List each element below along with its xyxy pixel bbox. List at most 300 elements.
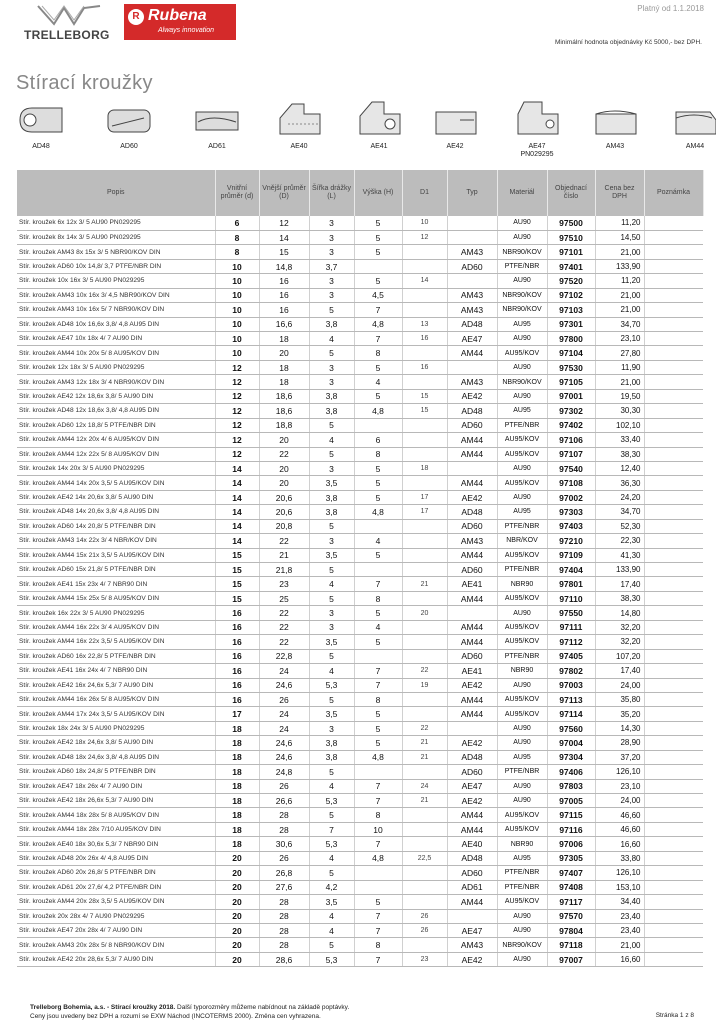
table-cell bbox=[644, 923, 703, 937]
table-cell: 5 bbox=[309, 346, 354, 360]
table-cell: 3 bbox=[309, 216, 354, 230]
table-cell bbox=[644, 750, 703, 764]
table-cell: 7 bbox=[354, 678, 402, 692]
table-cell: 22 bbox=[402, 721, 447, 735]
table-cell: AM44 bbox=[447, 808, 497, 822]
table-cell: 8 bbox=[354, 447, 402, 461]
table-cell: 18,8 bbox=[259, 418, 309, 432]
table-cell: 24,6 bbox=[259, 678, 309, 692]
table-cell: 26 bbox=[259, 692, 309, 706]
column-header: Cena bez DPH bbox=[595, 170, 644, 216]
table-cell bbox=[644, 635, 703, 649]
table-cell: 5 bbox=[309, 418, 354, 432]
table-cell: AU95/KOV bbox=[497, 548, 547, 562]
table-cell: Stír. kroužek AD61 20x 27,6/ 4,2 PTFE/NBR DIN bbox=[17, 880, 215, 894]
table-cell: 4 bbox=[309, 332, 354, 346]
table-cell: 21 bbox=[402, 736, 447, 750]
table-cell: 10 bbox=[215, 332, 259, 346]
table-cell bbox=[402, 938, 447, 952]
table-cell: 97210 bbox=[547, 534, 595, 548]
table-cell: 24 bbox=[259, 721, 309, 735]
table-cell: 5 bbox=[309, 447, 354, 461]
table-row bbox=[17, 606, 703, 620]
table-cell: AM44 bbox=[447, 620, 497, 634]
table-cell bbox=[402, 765, 447, 779]
table-cell bbox=[644, 259, 703, 273]
table-cell: 20 bbox=[215, 895, 259, 909]
table-cell: 52,30 bbox=[595, 519, 644, 533]
table-cell: 28,90 bbox=[595, 736, 644, 750]
table-cell: 10 bbox=[215, 317, 259, 331]
table-cell: 5 bbox=[309, 303, 354, 317]
profile-item bbox=[16, 100, 76, 162]
table-row bbox=[17, 418, 703, 432]
table-cell bbox=[402, 534, 447, 548]
table-cell: 8 bbox=[354, 346, 402, 360]
table-cell: 16 bbox=[215, 649, 259, 663]
table-row bbox=[17, 721, 703, 735]
table-cell: 3,8 bbox=[309, 505, 354, 519]
table-cell: 8 bbox=[215, 245, 259, 259]
table-cell: 4 bbox=[309, 851, 354, 865]
table-cell: 26 bbox=[402, 909, 447, 923]
table-cell: 38,30 bbox=[595, 447, 644, 461]
table-cell: 97002 bbox=[547, 490, 595, 504]
table-cell: 3 bbox=[309, 230, 354, 244]
table-cell: 22 bbox=[259, 620, 309, 634]
table-cell: 5 bbox=[354, 707, 402, 721]
profile-item bbox=[670, 100, 716, 162]
table-cell bbox=[354, 563, 402, 577]
table-cell: 97500 bbox=[547, 216, 595, 230]
table-cell: 33,80 bbox=[595, 851, 644, 865]
table-cell: 3 bbox=[309, 606, 354, 620]
table-cell: 97004 bbox=[547, 736, 595, 750]
profile-label: AD61 bbox=[208, 143, 226, 150]
table-cell: 4 bbox=[354, 375, 402, 389]
table-cell: AD48 bbox=[447, 750, 497, 764]
table-cell bbox=[644, 505, 703, 519]
table-cell: 26 bbox=[402, 923, 447, 937]
table-cell bbox=[402, 375, 447, 389]
table-cell: AM43 bbox=[447, 375, 497, 389]
table-cell bbox=[402, 288, 447, 302]
table-row bbox=[17, 952, 703, 966]
table-cell: 21,00 bbox=[595, 938, 644, 952]
table-cell bbox=[447, 461, 497, 475]
table-row bbox=[17, 692, 703, 706]
profile-cross-section-icon bbox=[16, 100, 66, 140]
table-cell: 12 bbox=[402, 230, 447, 244]
column-header: Objednací číslo bbox=[547, 170, 595, 216]
table-cell: 4 bbox=[309, 664, 354, 678]
table-cell: 20 bbox=[259, 461, 309, 475]
trelleborg-mark-icon bbox=[34, 4, 104, 26]
table-cell: 16 bbox=[259, 303, 309, 317]
table-cell bbox=[402, 563, 447, 577]
table-cell: 5 bbox=[354, 216, 402, 230]
table-row bbox=[17, 303, 703, 317]
table-row bbox=[17, 794, 703, 808]
table-cell: Stír. kroužek AM44 14x 20x 3,5/ 5 AU95/KOV DIN bbox=[17, 476, 215, 490]
table-cell: AU95/KOV bbox=[497, 591, 547, 605]
table-cell: PTFE/NBR bbox=[497, 649, 547, 663]
table-cell: AU90 bbox=[497, 216, 547, 230]
table-cell: 4,8 bbox=[354, 750, 402, 764]
table-cell: AU90 bbox=[497, 779, 547, 793]
table-cell: 5 bbox=[354, 548, 402, 562]
trelleborg-wordmark: TRELLEBORG bbox=[24, 28, 110, 42]
table-cell: PTFE/NBR bbox=[497, 418, 547, 432]
table-cell: AU95 bbox=[497, 750, 547, 764]
table-cell: 20 bbox=[215, 923, 259, 937]
table-cell bbox=[644, 707, 703, 721]
table-row bbox=[17, 360, 703, 374]
table-cell: AU90 bbox=[497, 274, 547, 288]
table-cell bbox=[644, 577, 703, 591]
table-cell: Stír. kroužek AM44 17x 24x 3,5/ 5 AU95/KOV DIN bbox=[17, 707, 215, 721]
table-row bbox=[17, 317, 703, 331]
table-cell: AU95/KOV bbox=[497, 895, 547, 909]
table-cell bbox=[447, 274, 497, 288]
table-cell: 24 bbox=[402, 779, 447, 793]
column-header: D1 bbox=[402, 170, 447, 216]
table-cell: Stír. kroužek AD60 14x 20,8/ 5 PTFE/NBR DIN bbox=[17, 519, 215, 533]
profile-item bbox=[512, 100, 572, 162]
min-order-note: Minimální hodnota objednávky Kč 5000,- bez DPH. bbox=[554, 39, 702, 46]
table-row bbox=[17, 332, 703, 346]
column-header: Typ bbox=[447, 170, 497, 216]
table-cell: 4 bbox=[354, 620, 402, 634]
table-cell: 14 bbox=[259, 230, 309, 244]
table-cell: 97116 bbox=[547, 822, 595, 836]
table-cell: 10 bbox=[354, 822, 402, 836]
table-cell: AM44 bbox=[447, 476, 497, 490]
table-cell: 4 bbox=[309, 433, 354, 447]
table-cell: 3 bbox=[309, 288, 354, 302]
profile-label: AM43 bbox=[605, 143, 625, 150]
rubena-logo bbox=[124, 4, 236, 40]
table-cell bbox=[644, 563, 703, 577]
table-cell: Stír. kroužek 12x 18x 3/ 5 AU90 PN029295 bbox=[17, 360, 215, 374]
table-cell: 15 bbox=[215, 563, 259, 577]
table-cell: 4,2 bbox=[309, 880, 354, 894]
table-cell: 24,6 bbox=[259, 736, 309, 750]
table-cell: 8 bbox=[354, 692, 402, 706]
table-cell: 20 bbox=[259, 346, 309, 360]
table-cell: 3,8 bbox=[309, 317, 354, 331]
table-cell: 18 bbox=[215, 808, 259, 822]
profile-item bbox=[590, 100, 650, 162]
table-cell: 14 bbox=[215, 519, 259, 533]
table-cell: 7 bbox=[354, 577, 402, 591]
table-cell: 3 bbox=[309, 721, 354, 735]
table-cell: 97115 bbox=[547, 808, 595, 822]
table-row bbox=[17, 664, 703, 678]
table-cell: 3 bbox=[309, 461, 354, 475]
table-cell: 5 bbox=[354, 606, 402, 620]
table-cell: 15 bbox=[215, 548, 259, 562]
table-cell bbox=[402, 346, 447, 360]
table-cell: 16 bbox=[215, 606, 259, 620]
table-cell: 18 bbox=[215, 837, 259, 851]
table-cell: 15 bbox=[402, 404, 447, 418]
table-cell: 24 bbox=[259, 707, 309, 721]
table-cell: NBR90 bbox=[497, 577, 547, 591]
table-cell: NBR90/KOV bbox=[497, 303, 547, 317]
table-cell: Stír. kroužek AD60 12x 18,8/ 5 PTFE/NBR DIN bbox=[17, 418, 215, 432]
table-cell: 97560 bbox=[547, 721, 595, 735]
table-cell: 7 bbox=[354, 794, 402, 808]
table-cell: 17 bbox=[402, 505, 447, 519]
table-cell: 97406 bbox=[547, 765, 595, 779]
table-cell: Stír. kroužek AE42 18x 26,6x 5,3/ 7 AU90 DIN bbox=[17, 794, 215, 808]
table-cell: AU90 bbox=[497, 909, 547, 923]
table-cell: 21,00 bbox=[595, 245, 644, 259]
table-cell: 22,30 bbox=[595, 534, 644, 548]
table-cell: 10 bbox=[215, 259, 259, 273]
table-cell bbox=[644, 822, 703, 836]
column-header: Výška (H) bbox=[354, 170, 402, 216]
table-cell: AU90 bbox=[497, 952, 547, 966]
table-cell: 12 bbox=[215, 433, 259, 447]
table-cell bbox=[402, 548, 447, 562]
table-cell: 17,40 bbox=[595, 577, 644, 591]
table-cell: AU90 bbox=[497, 230, 547, 244]
table-cell: 20,6 bbox=[259, 505, 309, 519]
table-cell: 27,6 bbox=[259, 880, 309, 894]
profile-cross-section-icon bbox=[274, 100, 324, 140]
table-cell: Stír. kroužek AM44 16x 22x 3,5/ 5 AU95/KOV DIN bbox=[17, 635, 215, 649]
valid-from: Platný od 1.1.2018 bbox=[637, 4, 704, 13]
table-cell: 7 bbox=[354, 923, 402, 937]
table-cell: 22,5 bbox=[402, 851, 447, 865]
table-cell: 26,8 bbox=[259, 866, 309, 880]
table-cell bbox=[447, 216, 497, 230]
table-cell: 23 bbox=[402, 952, 447, 966]
table-cell: AU95/KOV bbox=[497, 346, 547, 360]
table-row bbox=[17, 447, 703, 461]
profile-cross-section-icon bbox=[430, 100, 480, 140]
table-cell bbox=[644, 375, 703, 389]
table-cell: 97304 bbox=[547, 750, 595, 764]
table-cell: 4 bbox=[354, 534, 402, 548]
table-cell: 5 bbox=[354, 274, 402, 288]
table-cell: 97408 bbox=[547, 880, 595, 894]
table-cell bbox=[644, 548, 703, 562]
table-cell: 14 bbox=[215, 505, 259, 519]
table-cell bbox=[402, 895, 447, 909]
table-cell: AM43 bbox=[447, 938, 497, 952]
table-cell: 20 bbox=[215, 909, 259, 923]
table-cell: Stír. kroužek AM43 20x 28x 5/ 8 NBR90/KOV DIN bbox=[17, 938, 215, 952]
table-cell: 23,10 bbox=[595, 779, 644, 793]
table-cell: 12 bbox=[215, 418, 259, 432]
table-cell: 10 bbox=[402, 216, 447, 230]
table-cell: 97407 bbox=[547, 866, 595, 880]
table-cell: 8 bbox=[354, 938, 402, 952]
table-cell: 5 bbox=[354, 476, 402, 490]
table-cell bbox=[402, 447, 447, 461]
table-cell bbox=[644, 230, 703, 244]
trelleborg-logo bbox=[24, 4, 120, 40]
table-cell: 5 bbox=[354, 389, 402, 403]
table-cell: PTFE/NBR bbox=[497, 259, 547, 273]
table-cell: AE40 bbox=[447, 837, 497, 851]
table-cell: 4,8 bbox=[354, 404, 402, 418]
table-cell: Stír. kroužek AM44 15x 25x 5/ 8 AU95/KOV DIN bbox=[17, 591, 215, 605]
table-cell: Stír. kroužek AM43 10x 16x 3/ 4,5 NBR90/KOV DIN bbox=[17, 288, 215, 302]
table-cell: 14 bbox=[215, 461, 259, 475]
table-cell: 26 bbox=[259, 851, 309, 865]
profile-cross-section-icon bbox=[192, 100, 242, 140]
table-cell: 36,30 bbox=[595, 476, 644, 490]
table-cell: 5,3 bbox=[309, 837, 354, 851]
table-cell bbox=[644, 620, 703, 634]
table-cell: AU90 bbox=[497, 606, 547, 620]
table-cell: 133,90 bbox=[595, 563, 644, 577]
table-cell: 18 bbox=[215, 750, 259, 764]
table-cell: AU90 bbox=[497, 461, 547, 475]
table-cell: Stír. kroužek AM44 12x 20x 4/ 6 AU95/KOV DIN bbox=[17, 433, 215, 447]
table-cell: Stír. kroužek AD60 10x 14,8/ 3,7 PTFE/NBR DIN bbox=[17, 259, 215, 273]
table-cell: AD60 bbox=[447, 563, 497, 577]
table-cell: Stír. kroužek AM44 16x 26x 5/ 8 AU95/KOV DIN bbox=[17, 692, 215, 706]
profile-cross-section-icon bbox=[354, 100, 404, 140]
table-cell: 3,8 bbox=[309, 490, 354, 504]
table-row bbox=[17, 866, 703, 880]
table-cell: 22,8 bbox=[259, 649, 309, 663]
table-cell: 97403 bbox=[547, 519, 595, 533]
table-cell: 5 bbox=[354, 461, 402, 475]
table-cell bbox=[402, 433, 447, 447]
table-row bbox=[17, 880, 703, 894]
profile-cross-section-icon bbox=[590, 100, 640, 140]
table-cell: 97520 bbox=[547, 274, 595, 288]
table-cell: 46,60 bbox=[595, 822, 644, 836]
table-cell bbox=[402, 476, 447, 490]
table-cell: 97105 bbox=[547, 375, 595, 389]
table-cell: 18 bbox=[215, 794, 259, 808]
table-cell: 34,70 bbox=[595, 317, 644, 331]
table-cell: 97305 bbox=[547, 851, 595, 865]
table-cell bbox=[402, 635, 447, 649]
table-cell: 23 bbox=[259, 577, 309, 591]
table-cell bbox=[644, 332, 703, 346]
table-row bbox=[17, 259, 703, 273]
table-cell: PTFE/NBR bbox=[497, 563, 547, 577]
table-row bbox=[17, 707, 703, 721]
table-cell: PTFE/NBR bbox=[497, 765, 547, 779]
table-cell: AU90 bbox=[497, 389, 547, 403]
table-cell: 18 bbox=[215, 765, 259, 779]
table-row bbox=[17, 404, 703, 418]
table-cell: Stír. kroužek AD60 20x 26,8/ 5 PTFE/NBR DIN bbox=[17, 866, 215, 880]
table-cell: 10 bbox=[215, 274, 259, 288]
table-cell: Stír. kroužek AM44 15x 21x 3,5/ 5 AU95/KOV DIN bbox=[17, 548, 215, 562]
table-cell: Stír. kroužek 20x 28x 4/ 7 AU90 PN029295 bbox=[17, 909, 215, 923]
table-cell: 16,60 bbox=[595, 837, 644, 851]
table-cell: 97006 bbox=[547, 837, 595, 851]
table-cell: 3 bbox=[309, 375, 354, 389]
table-cell: 5 bbox=[309, 866, 354, 880]
table-cell: 7 bbox=[354, 837, 402, 851]
table-cell: 12 bbox=[215, 404, 259, 418]
table-cell bbox=[447, 721, 497, 735]
table-cell: 97114 bbox=[547, 707, 595, 721]
table-cell: AU90 bbox=[497, 736, 547, 750]
table-cell: AU95/KOV bbox=[497, 808, 547, 822]
table-cell: 13 bbox=[402, 317, 447, 331]
table-cell: 16,60 bbox=[595, 952, 644, 966]
table-cell: 97112 bbox=[547, 635, 595, 649]
table-row bbox=[17, 375, 703, 389]
table-cell: 21 bbox=[402, 794, 447, 808]
table-cell bbox=[644, 678, 703, 692]
table-cell bbox=[354, 649, 402, 663]
table-cell: 14,80 bbox=[595, 606, 644, 620]
table-cell: 11,20 bbox=[595, 216, 644, 230]
table-cell: 97301 bbox=[547, 317, 595, 331]
table-cell: 97530 bbox=[547, 360, 595, 374]
table-cell: 33,40 bbox=[595, 433, 644, 447]
table-cell: Stír. kroužek AM44 12x 22x 5/ 8 AU95/KOV DIN bbox=[17, 447, 215, 461]
table-cell: AU90 bbox=[497, 794, 547, 808]
table-cell bbox=[644, 866, 703, 880]
table-cell: 18,6 bbox=[259, 389, 309, 403]
table-cell: 35,20 bbox=[595, 707, 644, 721]
table-cell: AE47 bbox=[447, 332, 497, 346]
table-cell bbox=[644, 404, 703, 418]
table-cell: 97303 bbox=[547, 505, 595, 519]
table-row bbox=[17, 548, 703, 562]
table-cell: 97405 bbox=[547, 649, 595, 663]
table-row bbox=[17, 938, 703, 952]
table-cell: 5 bbox=[354, 635, 402, 649]
price-table bbox=[17, 170, 704, 967]
table-cell bbox=[644, 591, 703, 605]
table-cell: 28 bbox=[259, 923, 309, 937]
table-cell: 24,6 bbox=[259, 750, 309, 764]
table-cell: Stír. kroužek AE47 10x 18x 4/ 7 AU90 DIN bbox=[17, 332, 215, 346]
table-cell: 97007 bbox=[547, 952, 595, 966]
table-cell bbox=[354, 765, 402, 779]
table-cell bbox=[644, 519, 703, 533]
table-cell: 5 bbox=[309, 765, 354, 779]
table-row bbox=[17, 779, 703, 793]
table-cell: 7 bbox=[354, 779, 402, 793]
column-header: Materiál bbox=[497, 170, 547, 216]
table-cell: 20,6 bbox=[259, 490, 309, 504]
table-cell bbox=[644, 216, 703, 230]
footer-line1: Další typorozměry můžeme nabídnout na základě poptávky. bbox=[175, 1004, 350, 1011]
table-cell: 20 bbox=[215, 880, 259, 894]
table-cell: 97540 bbox=[547, 461, 595, 475]
table-cell: Stír. kroužek AE42 16x 24,6x 5,3/ 7 AU90 DIN bbox=[17, 678, 215, 692]
table-row bbox=[17, 519, 703, 533]
table-cell: 16 bbox=[215, 635, 259, 649]
table-cell: AU95/KOV bbox=[497, 433, 547, 447]
table-cell: Stír. kroužek AM44 18x 28x 7/10 AU95/KOV DIN bbox=[17, 822, 215, 836]
table-cell: 3,8 bbox=[309, 389, 354, 403]
table-cell: 5 bbox=[309, 591, 354, 605]
table-cell: 15 bbox=[215, 577, 259, 591]
table-cell: 21,00 bbox=[595, 375, 644, 389]
table-cell: Stír. kroužek AD48 14x 20,6x 3,8/ 4,8 AU95 DIN bbox=[17, 505, 215, 519]
table-cell: 97001 bbox=[547, 389, 595, 403]
table-cell: Stír. kroužek AD60 16x 22,8/ 5 PTFE/NBR DIN bbox=[17, 649, 215, 663]
table-cell: 23,40 bbox=[595, 909, 644, 923]
